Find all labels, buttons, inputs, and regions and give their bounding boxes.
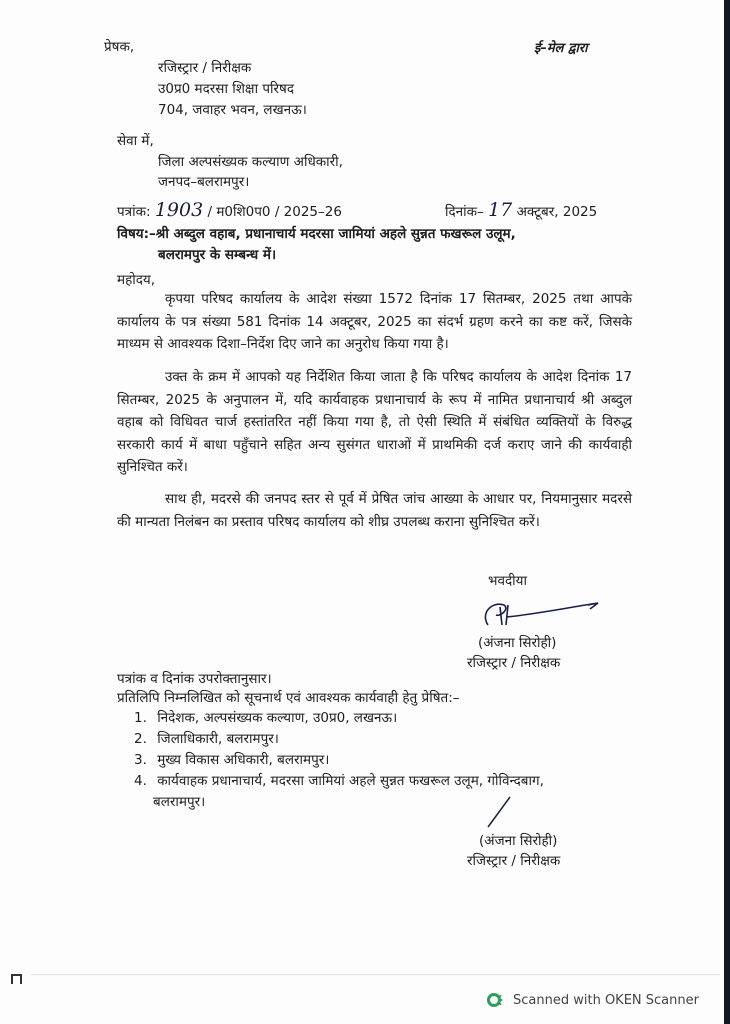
oken-scanner-logo-icon [487, 992, 503, 1008]
sender-line-1: रजिस्ट्रार / निरीक्षक [158, 60, 252, 76]
copy-intro: प्रतिलिपि निम्नलिखित को सूचनार्थ एवं आवश्यक कार्यवाही हेतु प्रेषित:– [117, 690, 460, 706]
corner-mark-icon [11, 974, 22, 984]
copy-list-item [134, 772, 544, 790]
copy-text: मुख्य विकास अधिकारी, बलरामपुर। [157, 752, 330, 768]
copy-num: 3. [134, 752, 147, 768]
copy-list-item [134, 730, 279, 748]
dark-right-edge [724, 0, 730, 1024]
signature-icon [470, 595, 610, 635]
signatory-name: (अंजना सिरोही) [478, 635, 557, 651]
copy-num: 4. [134, 773, 147, 789]
copy-list-item [134, 751, 329, 769]
signatory2-title: रजिस्ट्रार / निरीक्षक [467, 853, 561, 869]
paragraph-1: कृपया परिषद कार्यालय के आदेश संख्या 1572 दिनांक 17 सितम्बर, 2025 तथा आपके कार्यालय के पत्र संख्या 581 दिनांक 14 अक्टूबर, 2025 का संदर्भ ग्रहण करने का कष्ट करें, जिसके माध्यम से आवश्यक दिशा–निर्देश दिए जाने का अनुरोध किया गया है। [117, 291, 632, 352]
copy-text: कार्यवाहक प्रधानाचार्य, मदरसा जामियां अहले सुन्नत फखरूल उलूम, गोविन्दबाग, [157, 773, 544, 789]
sender-line-2: उ0प्र0 मदरसा शिक्षा परिषद [158, 81, 295, 97]
recipient-line-1: जिला अल्पसंख्यक कल्याण अधिकारी, [158, 154, 343, 170]
ref-number-handwritten: 1903 [154, 199, 204, 221]
sender-line-3: 704, जवाहर भवन, लखनऊ। [158, 102, 307, 118]
scanner-watermark-text: Scanned with OKEN Scanner [513, 992, 699, 1008]
recipient-label: सेवा में, [117, 133, 154, 149]
reference-line [117, 201, 342, 221]
scanner-watermark [487, 992, 699, 1008]
date-day-handwritten: 17 [488, 199, 513, 221]
salutation: महोदय, [117, 272, 156, 288]
subject-line-2: बलरामपुर के सम्बन्ध में। [158, 247, 277, 263]
initial-stroke-icon [480, 795, 520, 831]
paragraph-2: उक्त के क्रम में आपको यह निर्देशित किया जाता है कि परिषद कार्यालय के आदेश दिनांक 17 सितम्बर, 2025 के अनुपालन में, यदि कार्यवाहक प्रधानाचार्य के रूप में नामित प्रधानाचार्य श्री अब्दुल वहाब को विधिवत चार्ज हस्तांतरित नहीं किया गया है, तो ऐसी स्थिति में संबंधित व्यक्तियों के विरुद्ध सरकारी कार्य में बाधा पहुँचाने सहित अन्य सुसंगत धाराओं में प्राथमिकी दर्ज कराए जाने की कार्यवाही सुनिश्चित करें। [117, 369, 632, 475]
copy-num: 2. [134, 731, 147, 747]
date-label: दिनांक– [445, 204, 484, 220]
copy-text: निदेशक, अल्पसंख्यक कल्याण, उ0प्र0, लखनऊ। [157, 710, 398, 726]
sender-label: प्रेषक, [104, 39, 135, 55]
ref-suffix: / म0शि0प0 / 2025–26 [207, 204, 342, 220]
copy-num: 1. [134, 710, 147, 726]
copy-list-item-continuation: बलरामपुर। [153, 794, 206, 810]
closing: भवदीया [488, 573, 527, 589]
copy-reference: पत्रांक व दिनांक उपरोक्तानुसार। [117, 671, 272, 687]
ref-label: पत्रांक: [117, 204, 151, 220]
signatory2-name: (अंजना सिरोही) [479, 833, 558, 849]
subject-line-1: विषय:–श्री अब्दुल वहाब, प्रधानाचार्य मदरसा जामियां अहले सुन्नत फखरूल उलूम, [117, 226, 516, 242]
paragraph-3: साथ ही, मदरसे की जनपद स्तर से पूर्व में प्रेषित जांच आख्या के आधार पर, नियमानुसार मदरसे की मान्यता निलंबन का प्रस्ताव परिषद कार्यालय को शीघ्र उपलब्ध कराना सुनिश्चित करें। [117, 491, 632, 530]
recipient-line-2: जनपद–बलरामपुर। [158, 174, 250, 190]
copy-text: जिलाधिकारी, बलरामपुर। [157, 731, 279, 747]
date-line [445, 201, 597, 221]
date-rest: अक्टूबर, 2025 [516, 204, 598, 220]
signatory-title: रजिस्ट्रार / निरीक्षक [467, 655, 561, 671]
copy-list-item [134, 709, 397, 727]
delivery-mode: ई–मेल द्वारा [534, 41, 588, 56]
page-bottom-divider [30, 974, 720, 975]
